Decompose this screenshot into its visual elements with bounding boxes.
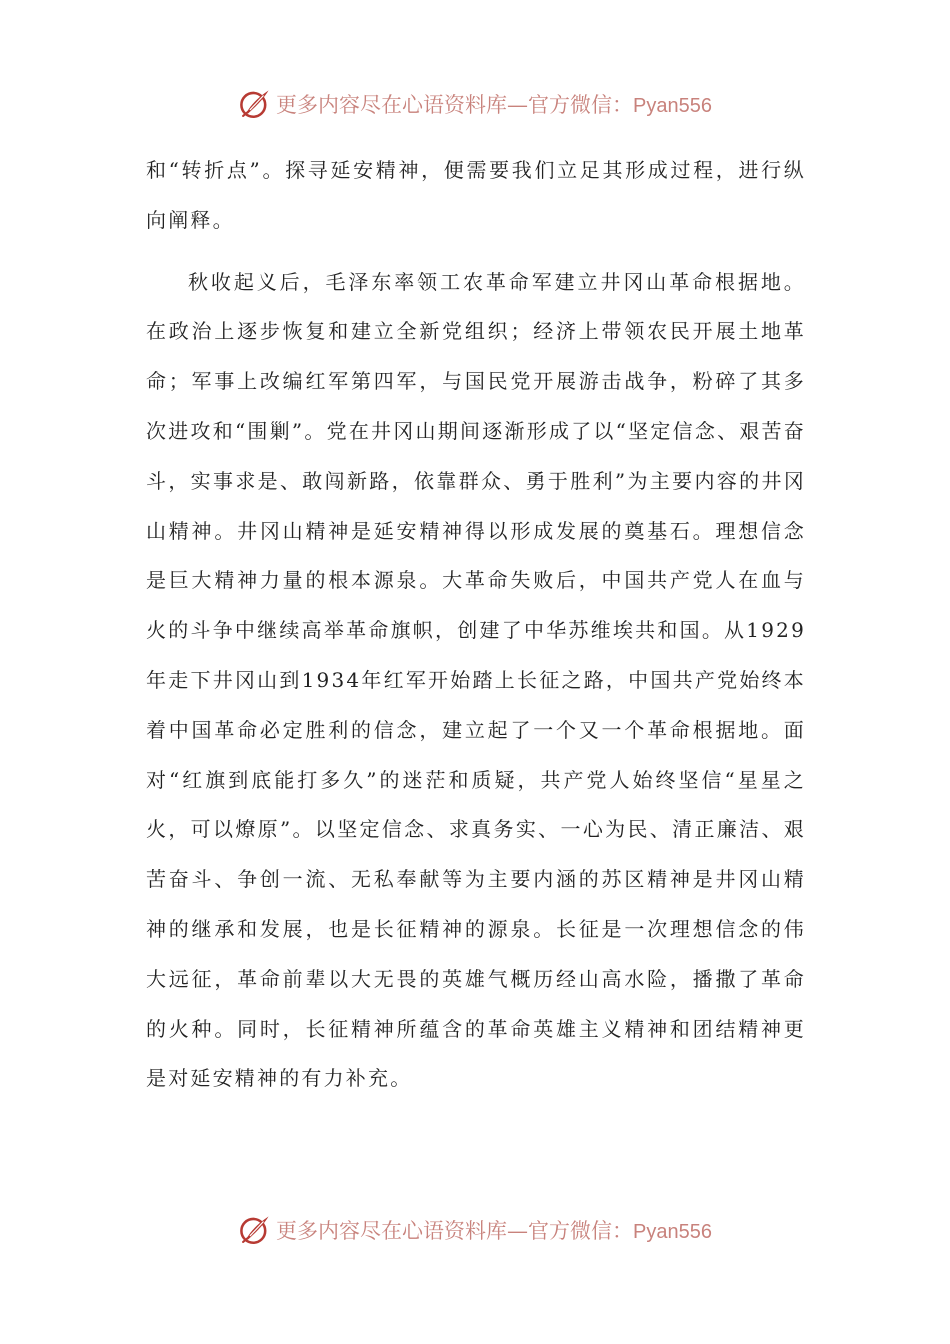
paragraph-continued: 和“转折点”。探寻延安精神，便需要我们立足其形成过程，进行纵向阐释。	[146, 158, 806, 232]
paragraph-jinggangshan: 秋收起义后，毛泽东率领工农革命军建立井冈山革命根据地。在政治上逐步恢复和建立全新党组织；经济上带领农民开展土地革命；军事上改编红军第四军，与国民党开展游击战争，粉碎了其多次进攻和“围剿”。党在井冈山期间逐渐形成了以“坚定信念、艰苦奋斗，实事求是、敢闯新路，依靠群众、勇于胜利”为主要内容的井冈山精神。井冈山精神是延安精神得以形成发展的奠基石。理想信念是巨大精神力量的根本源泉。大革命失败后，中国共产党人在血与火的斗争中继续高举革命旗帜，创建了中华苏维埃共和国。从1929年走下井冈山到1934年红军开始踏上长征之路，中国共产党始终本着中国革命必定胜利的信念，建立起了一个又一个革命根据地。面对“红旗到底能打多久”的迷茫和质疑，共产党人始终坚信“星星之火，可以燎原”。以坚定信念、求真务实、一心为民、清正廉洁、艰苦奋斗、争创一流、无私奉献等为主要内涵的苏区精神是井冈山精神的继承和发展，也是长征精神的源泉。长征是一次理想信念的伟大远征，革命前辈以大无畏的英雄气概历经山高水险，播撒了革命的火种。同时，长征精神所蕴含的革命英雄主义精神和团结精神更是对延安精神的有力补充。	[146, 269, 806, 1091]
footer-banner-inner	[238, 1213, 712, 1247]
footer-banner-main: 更多内容尽在心语资料库—官方微信：	[276, 1219, 634, 1243]
header-banner-text	[276, 89, 712, 119]
header-banner-main: 更多内容尽在心语资料库—官方微信：	[276, 93, 634, 117]
footer-banner	[0, 1210, 950, 1250]
quill-pen-logo-icon	[238, 1213, 272, 1247]
header-banner	[0, 84, 950, 124]
footer-wechat-id: Pyan556	[633, 1221, 712, 1243]
quill-pen-logo-icon	[238, 87, 272, 121]
footer-banner-text	[276, 1215, 712, 1245]
header-banner-inner	[238, 87, 712, 121]
document-body	[146, 146, 806, 1104]
header-wechat-id: Pyan556	[633, 95, 712, 117]
paragraph-gap	[146, 246, 806, 258]
